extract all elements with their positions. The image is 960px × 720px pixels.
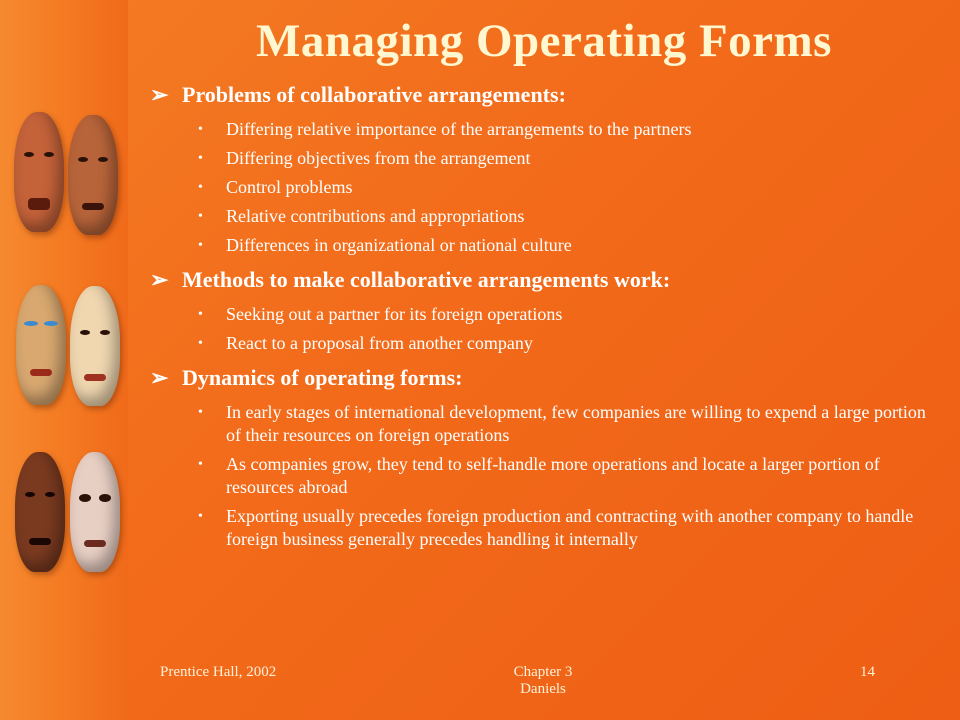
bullet-dot-icon: •: [198, 307, 203, 322]
bullet-item: [150, 453, 940, 499]
bullet-text: Differing objectives from the arrangement: [226, 148, 531, 168]
bullet-item: [150, 505, 940, 551]
footer-author-line: Daniels: [520, 681, 566, 697]
bullet-item: [150, 401, 940, 447]
bullet-text: Differing relative importance of the arrangements to the partners: [226, 119, 692, 139]
bullet-dot-icon: •: [198, 180, 203, 195]
bullet-item: [150, 205, 940, 228]
section-heading-text: Dynamics of operating forms:: [182, 365, 463, 390]
bullet-text: React to a proposal from another company: [226, 333, 533, 353]
section-heading: [150, 78, 940, 112]
bullet-item: [150, 147, 940, 170]
noh-mask-image: [70, 286, 120, 406]
painted-mask-image: [16, 285, 66, 405]
masks-image-panel: [0, 0, 128, 720]
section-heading-text: Methods to make collaborative arrangements work:: [182, 267, 671, 292]
bullet-dot-icon: •: [198, 457, 203, 472]
arrow-bullet-icon: ➢: [150, 365, 169, 390]
bullet-dot-icon: •: [198, 122, 203, 137]
demon-mask-image: [14, 112, 64, 232]
bullet-dot-icon: •: [198, 209, 203, 224]
dark-mask-image: [15, 452, 65, 572]
bullet-item: [150, 303, 940, 326]
bullet-item: [150, 332, 940, 355]
section-heading-text: Problems of collaborative arrangements:: [182, 82, 566, 107]
bullet-dot-icon: •: [198, 336, 203, 351]
section-heading: [150, 361, 940, 395]
footer-chapter: [498, 664, 588, 698]
bullet-text: As companies grow, they tend to self-handle more operations and locate a larger portion of resources abroad: [226, 454, 880, 497]
page-number: 14: [860, 664, 875, 680]
bullet-text: Relative contributions and appropriations: [226, 206, 525, 226]
bullet-dot-icon: •: [198, 509, 203, 524]
slide-title: Managing Operating Forms: [256, 15, 832, 67]
bullet-text: In early stages of international development, few companies are willing to expend a large portion of their resources on foreign operations: [226, 402, 926, 445]
bullet-item: [150, 176, 940, 199]
wooden-mask-image: [68, 115, 118, 235]
bullet-text: Exporting usually precedes foreign production and contracting with another company to handle foreign business generally precedes handling it internally: [226, 506, 914, 549]
bullet-dot-icon: •: [198, 238, 203, 253]
skull-mask-image: [70, 452, 120, 572]
section-heading: [150, 263, 940, 297]
bullet-dot-icon: •: [198, 405, 203, 420]
footer-chapter-line: Chapter 3: [513, 664, 573, 680]
bullet-item: [150, 118, 940, 141]
bullet-text: Differences in organizational or national culture: [226, 235, 572, 255]
footer-publisher: Prentice Hall, 2002: [160, 664, 277, 680]
arrow-bullet-icon: ➢: [150, 82, 169, 107]
arrow-bullet-icon: ➢: [150, 267, 169, 292]
bullet-text: Control problems: [226, 177, 353, 197]
bullet-dot-icon: •: [198, 151, 203, 166]
slide-body: [150, 76, 940, 557]
bullet-item: [150, 234, 940, 257]
bullet-text: Seeking out a partner for its foreign operations: [226, 304, 563, 324]
